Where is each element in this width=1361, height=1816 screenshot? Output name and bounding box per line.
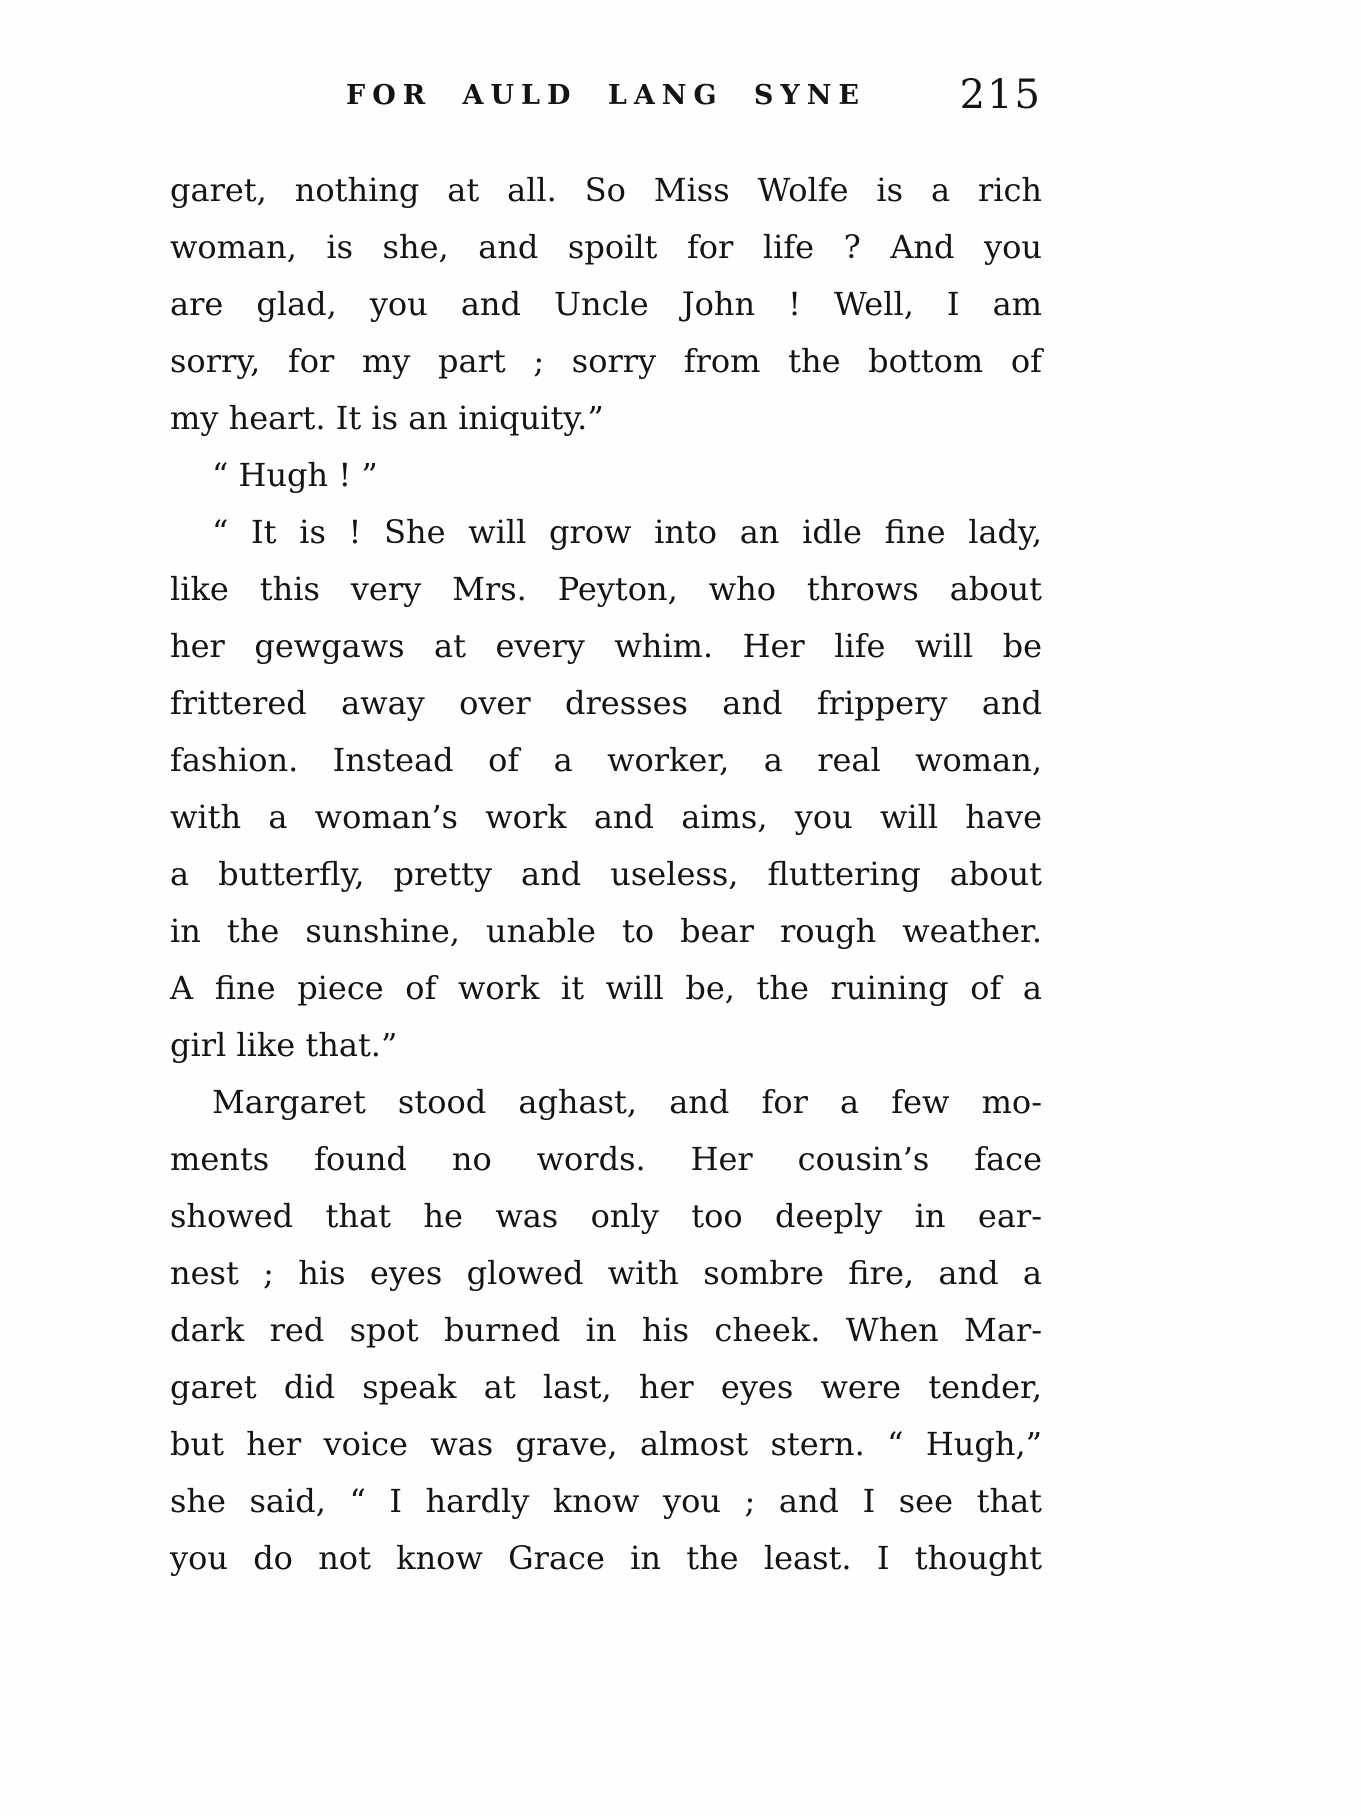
text-line: are glad, you and Uncle John ! Well, I am [170,285,1042,323]
text-line: like this very Mrs. Peyton, who throws about [170,570,1042,608]
text-line: woman, is she, and spoilt for life ? And you [170,228,1042,266]
text-line: Margaret stood aghast, and for a few mo- [212,1083,1042,1121]
text-line: she said, “ I hardly know you ; and I see that [170,1482,1042,1520]
page-header [170,72,1042,124]
running-title: FOR AULD LANG SYNE [346,80,866,111]
text-line: girl like that.” [170,1026,398,1064]
text-line: ments found no words. Her cousin’s face [170,1140,1042,1178]
text-line: frittered away over dresses and frippery and [170,684,1042,722]
text-line: dark red spot burned in his cheek. When Mar- [170,1311,1042,1349]
text-line: sorry, for my part ; sorry from the bottom of [170,342,1042,380]
text-line: “ It is ! She will grow into an idle fine lady, [212,513,1042,551]
text-line: garet did speak at last, her eyes were tender, [170,1368,1042,1406]
text-line: showed that he was only too deeply in ear- [170,1197,1042,1235]
text-line: my heart. It is an iniquity.” [170,399,604,437]
page-number: 215 [959,72,1042,118]
text-column [170,0,1042,1587]
text-line: in the sunshine, unable to bear rough weather. [170,912,1042,950]
text-line: a butterfly, pretty and useless, fluttering about [170,855,1042,893]
text-line: “ Hugh ! ” [212,456,378,494]
text-line: garet, nothing at all. So Miss Wolfe is a rich [170,171,1042,209]
text-line: you do not know Grace in the least. I thought [170,1539,1042,1577]
page-body [170,162,1042,1587]
text-line: her gewgaws at every whim. Her life will be [170,627,1042,665]
text-line: fashion. Instead of a worker, a real woman, [170,741,1042,779]
text-line: with a woman’s work and aims, you will have [170,798,1042,836]
text-line: nest ; his eyes glowed with sombre fire, and a [170,1254,1042,1292]
text-line: but her voice was grave, almost stern. “ Hugh,” [170,1425,1042,1463]
text-line: A fine piece of work it will be, the ruining of a [170,969,1042,1007]
